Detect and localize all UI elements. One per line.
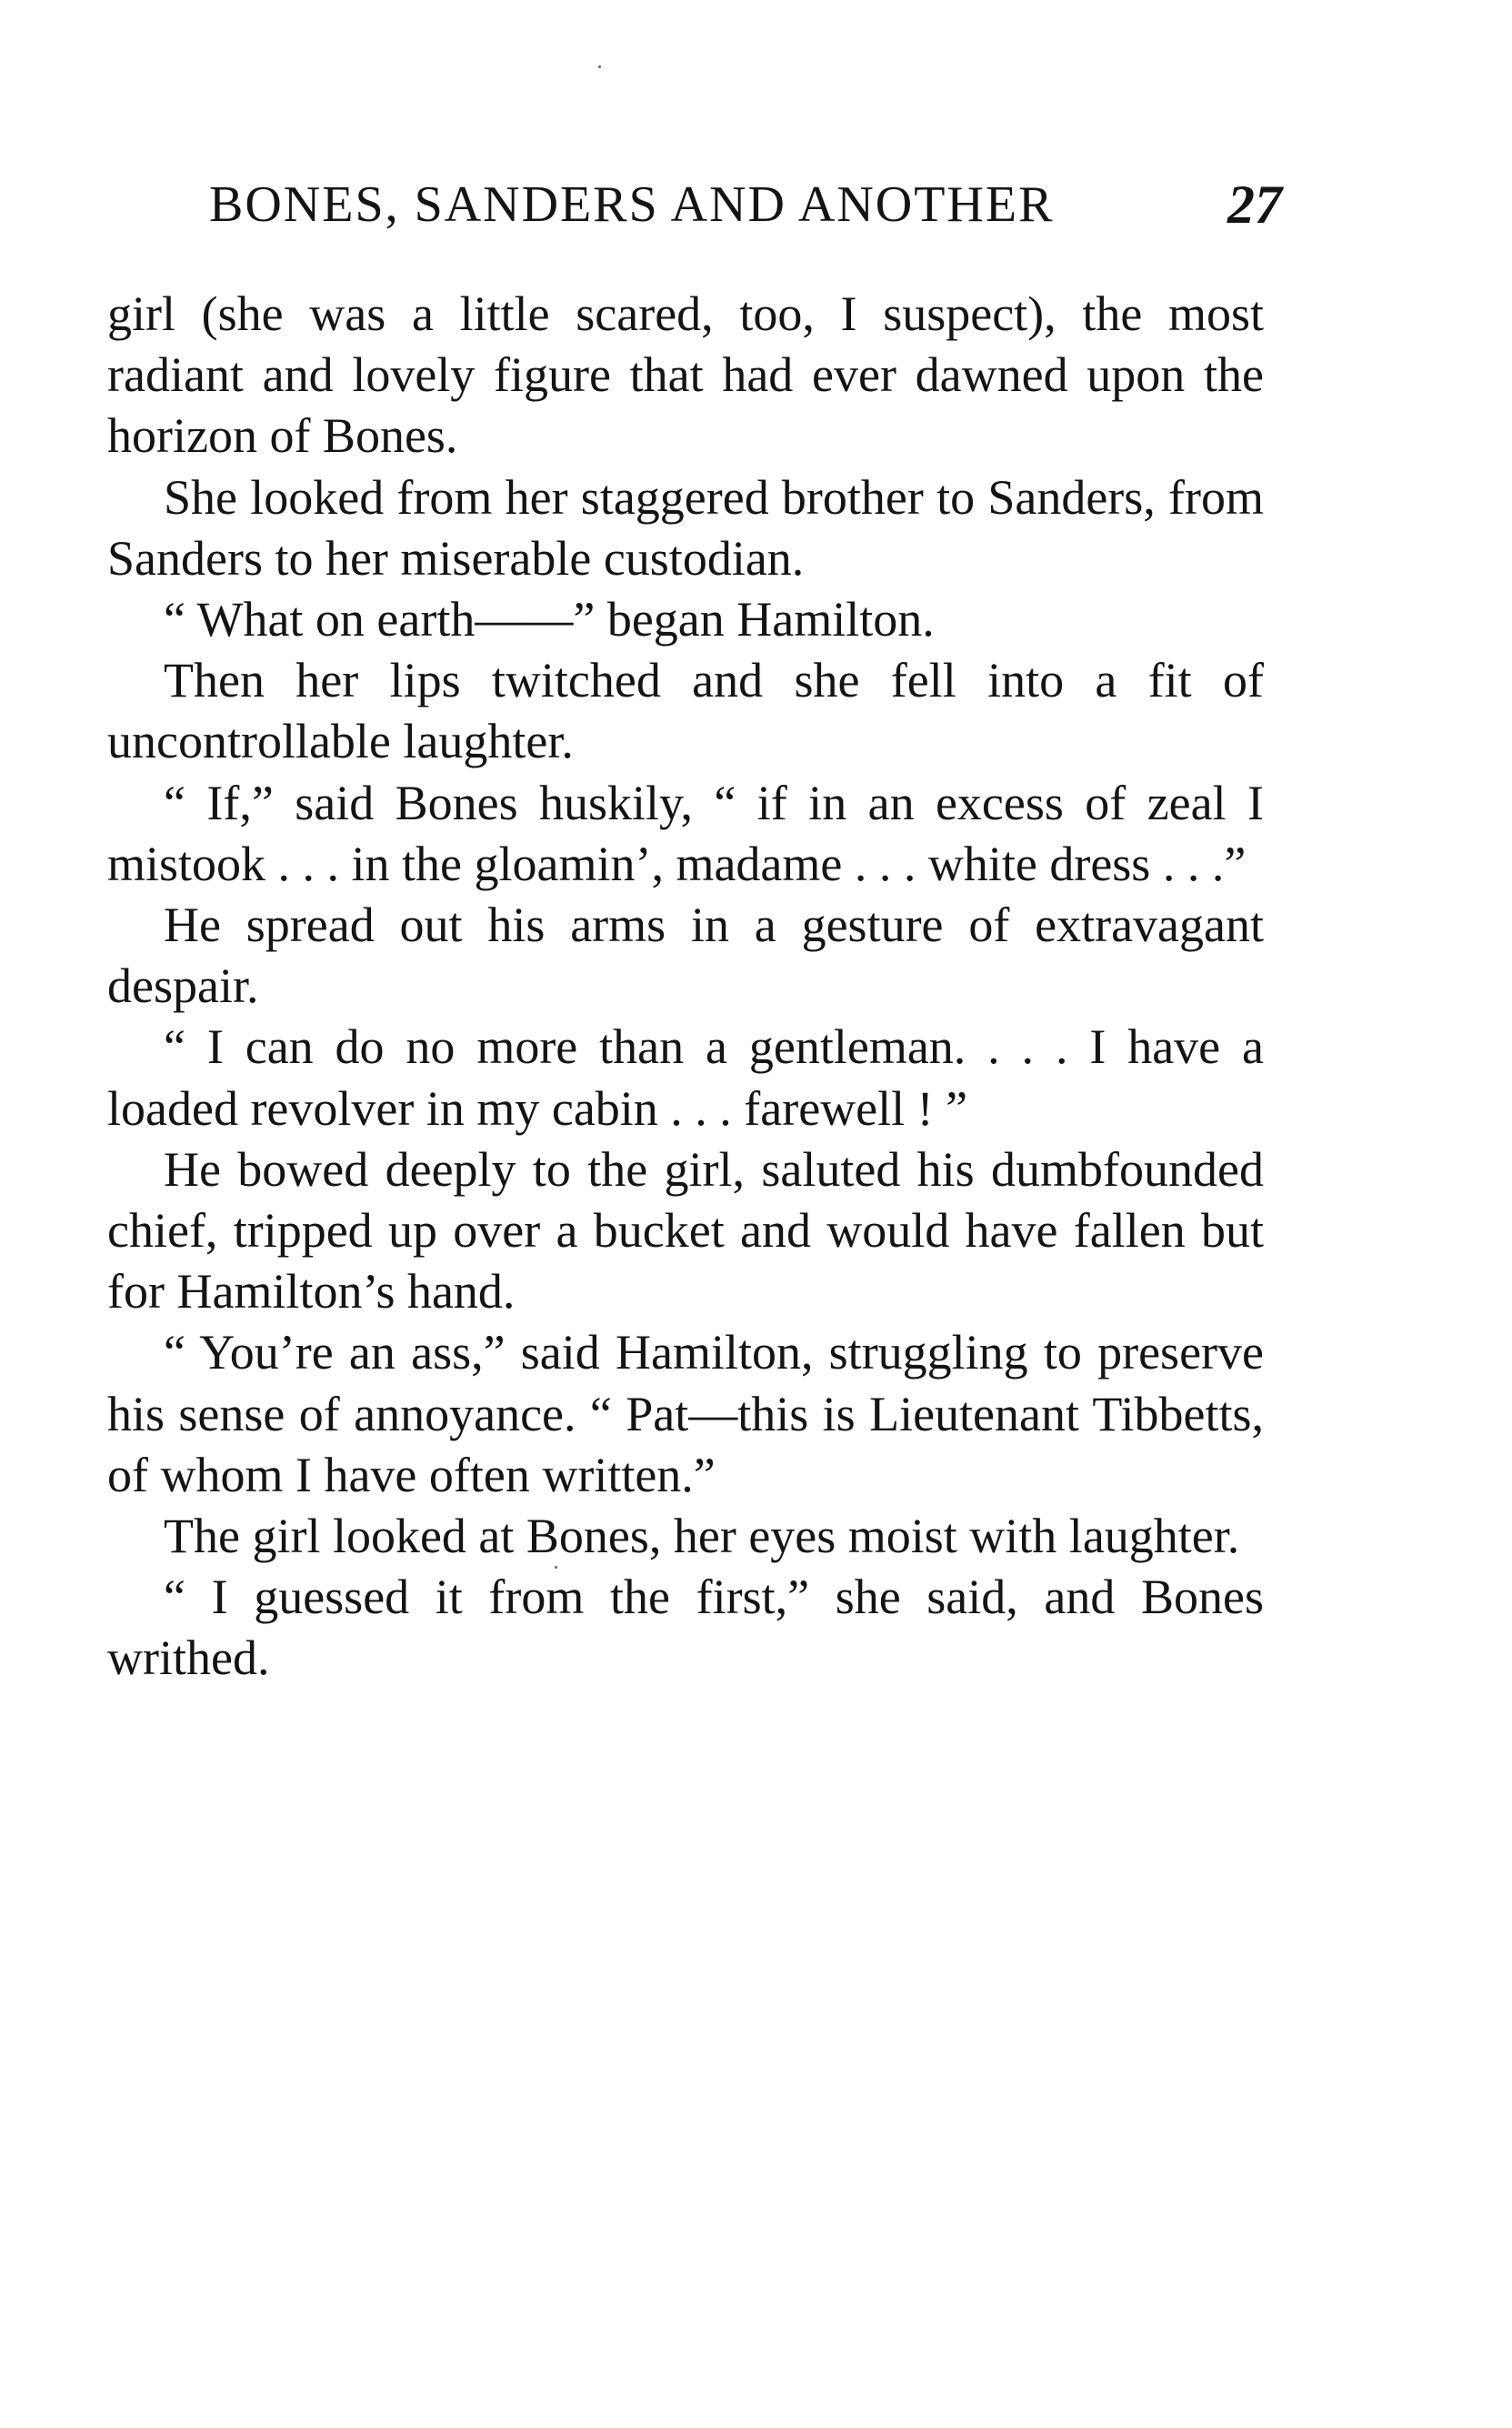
ink-speck (555, 1566, 557, 1569)
paragraph: girl (she was a little scared, too, I suspect), the most radiant and lovely figure that had ever dawned upon the horizon of Bones. (107, 286, 1264, 464)
paragraph: “ You’re an ass,” said Hamilton, struggling to preserve his sense of annoyance. “ Pat—this is Lieutenant Tibbetts, of whom I have often written.” (107, 1325, 1264, 1502)
page-header (209, 173, 1282, 236)
paragraph: “ What on earth——” began Hamilton. (164, 592, 935, 647)
paragraph: Then her lips twitched and she fell into a fit of uncontrollable laughter. (107, 653, 1264, 769)
paragraph: “ If,” said Bones huskily, “ if in an excess of zeal I mistook . . . in the gloamin’, madame . . . white dress . . .” (107, 775, 1264, 891)
paragraph: “ I can do no more than a gentleman. . . . I have a loaded revolver in my cabin . . . farewell ! ” (107, 1019, 1264, 1136)
paragraph: He spread out his arms in a gesture of extravagant despair. (107, 898, 1264, 1014)
running-title: BONES, SANDERS AND ANOTHER (209, 176, 1055, 233)
paragraph: The girl looked at Bones, her eyes moist with laughter. (164, 1509, 1240, 1564)
paragraph: “ I guessed it from the first,” she said, and Bones writhed. (107, 1570, 1264, 1686)
page-number: 27 (1227, 175, 1282, 235)
paragraph: She looked from her staggered brother to Sanders, from Sanders to her miserable custodian. (107, 469, 1264, 586)
ink-speck (598, 65, 601, 68)
paragraph: He bowed deeply to the girl, saluted his dumbfounded chief, tripped up over a bucket and would have fallen but for Hamilton’s hand. (107, 1141, 1264, 1319)
body-text (107, 284, 1264, 1690)
